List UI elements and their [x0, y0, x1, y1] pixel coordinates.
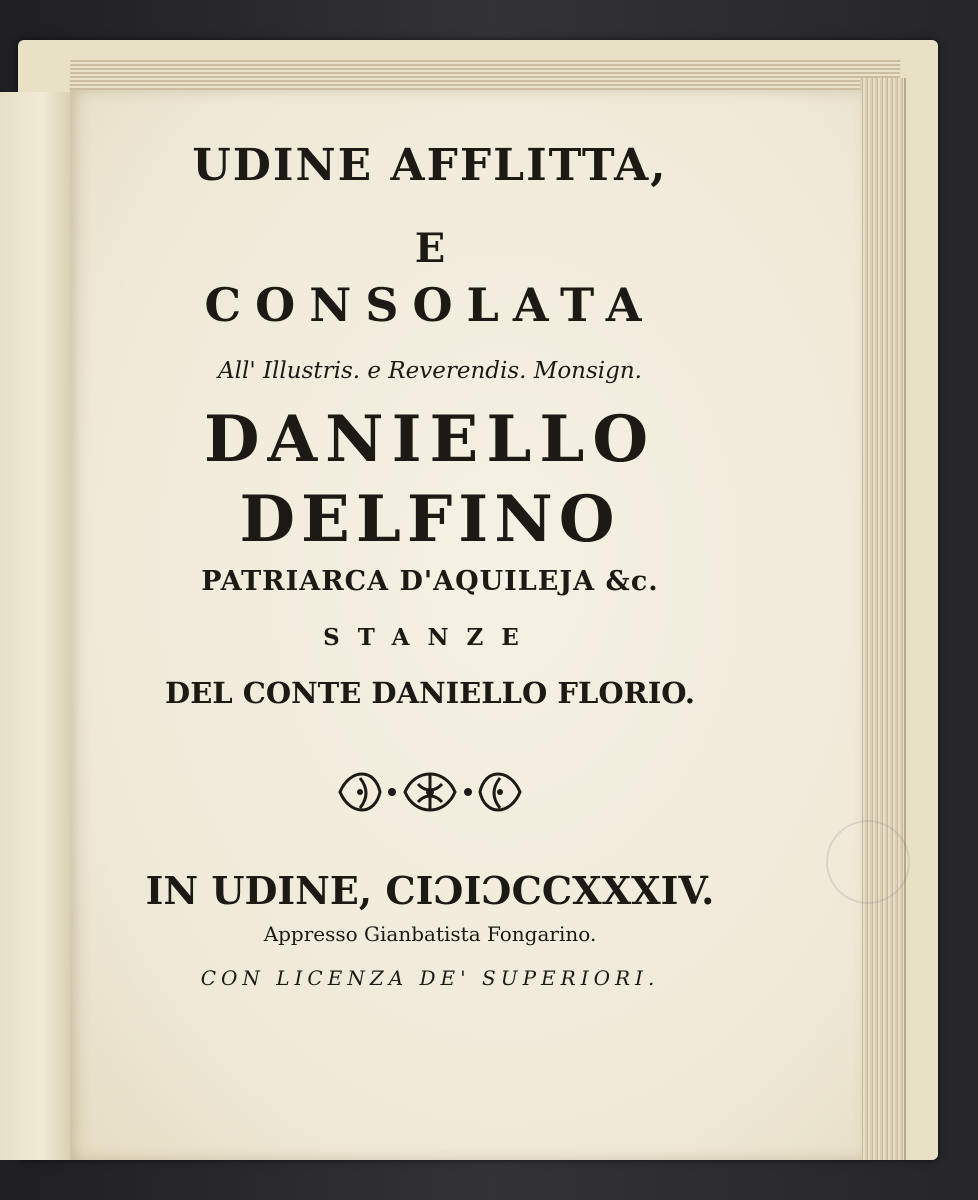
license-line: CON LICENZA DE' SUPERIORI.	[200, 966, 660, 990]
page-edges-top	[69, 60, 900, 90]
title-line-2: E	[414, 225, 446, 272]
fleuron-ornament-icon	[330, 758, 530, 826]
library-stamp-icon	[826, 820, 910, 904]
title-line-3: CONSOLATA	[204, 278, 656, 332]
dedication-line: All' Illustris. e Reverendis. Monsign.	[218, 358, 642, 384]
facing-page-edge	[0, 92, 70, 1160]
dedicatee-name-1: DANIELLO	[203, 402, 657, 477]
author-line: DEL CONTE DANIELLO FLORIO.	[165, 676, 695, 710]
page-edges-right	[860, 78, 906, 1160]
dedicatee-name-2: DELFINO	[239, 482, 621, 557]
title-line-1: UDINE AFFLITTA,	[192, 140, 668, 191]
dedicatee-title: PATRIARCA D'AQUILEJA &c.	[201, 566, 659, 597]
genre-line: STANZE	[323, 624, 537, 651]
imprint-place-date: IN UDINE, CIƆIƆCCXXXIV.	[145, 868, 715, 913]
printer-line: Appresso Gianbatista Fongarino.	[263, 922, 597, 946]
